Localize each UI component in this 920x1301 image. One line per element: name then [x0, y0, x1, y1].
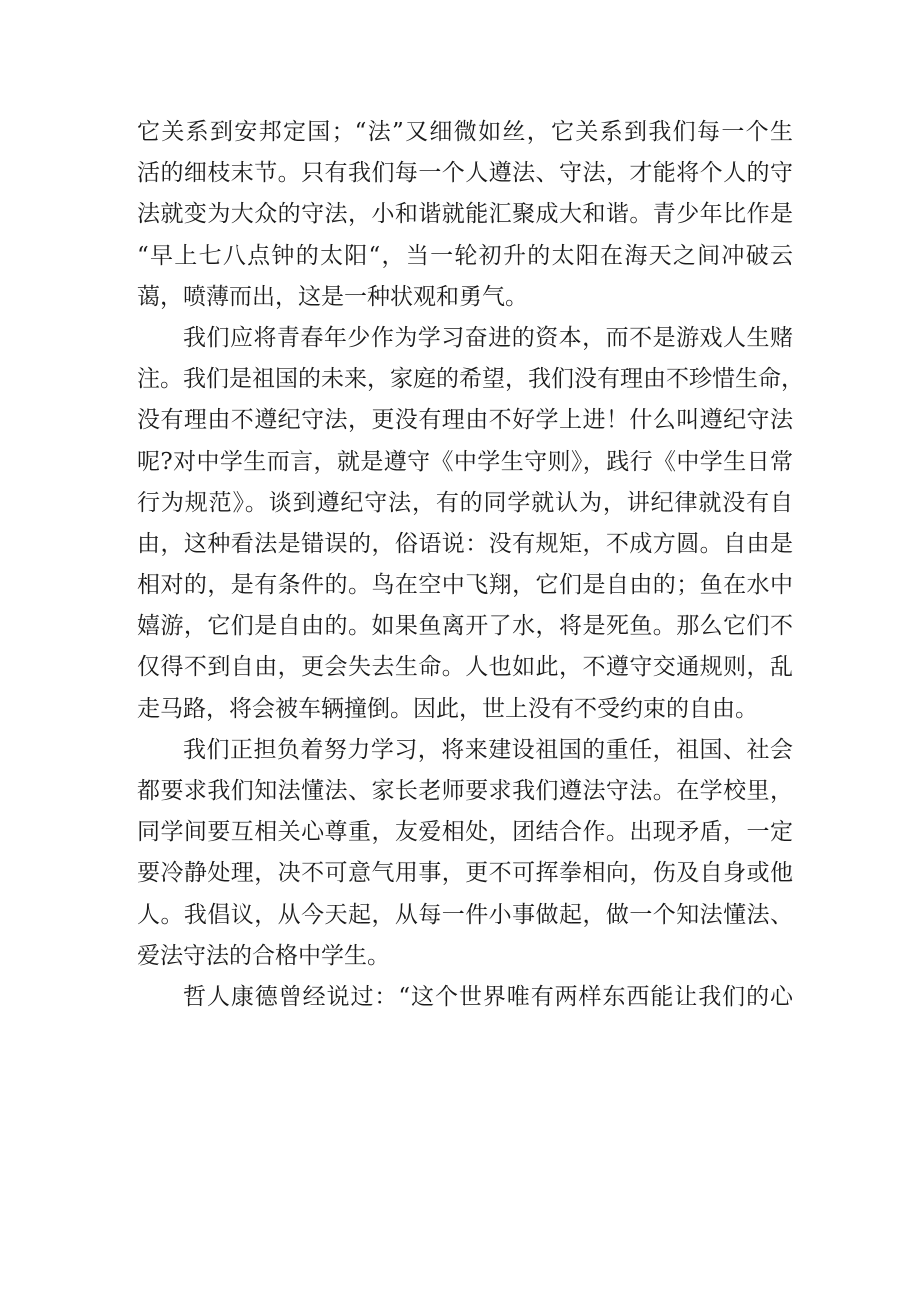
text-line: 由，这种看法是错误的，俗语说：没有规矩，不成方圆。自由是	[137, 530, 793, 557]
text-line: 相对的，是有条件的。鸟在空中飞翔，它们是自由的；鱼在水中	[137, 572, 793, 599]
text-line: 人。我倡议，从今天起，从每一件小事做起，做一个知法懂法、	[137, 901, 793, 928]
text-line: 活的细枝末节。只有我们每一个人遵法、守法，才能将个人的守	[137, 160, 793, 187]
paragraph-first-line: 哲人康德曾经说过：“这个世界唯有两样东西能让我们的心	[183, 983, 793, 1010]
body-text	[137, 112, 804, 1018]
text-line: 它关系到安邦定国；“法”又细微如丝，它关系到我们每一个生	[137, 119, 793, 145]
text-line: 呢?对中学生而言，就是遵守《中学生守则》，践行《中学生日常	[137, 448, 793, 475]
text-line: 行为规范》。谈到遵纪守法，有的同学就认为，讲纪律就没有自	[137, 489, 793, 516]
text-line: 注。我们是祖国的未来，家庭的希望，我们没有理由不珍惜生命，	[137, 366, 804, 393]
text-line: 嬉游，它们是自由的。如果鱼离开了水，将是死鱼。那么它们不	[137, 613, 793, 640]
text-line: 同学间要互相关心尊重，友爱相处，团结合作。出现矛盾，一定	[137, 819, 793, 846]
text-line: 走马路，将会被车辆撞倒。因此，世上没有不受约束的自由。	[137, 695, 758, 722]
text-line: 没有理由不遵纪守法，更没有理由不好学上进！什么叫遵纪守法	[137, 407, 793, 434]
text-line: 爱法守法的合格中学生。	[137, 942, 390, 969]
paragraph-first-line: 我们正担负着努力学习，将来建设祖国的重任，祖国、社会	[183, 736, 793, 763]
text-line: 蔼，喷薄而出，这是一种状观和勇气。	[137, 283, 528, 310]
text-line: 要冷静处理，决不可意气用事，更不可挥拳相向，伤及自身或他	[137, 860, 793, 887]
text-line: 法就变为大众的守法，小和谐就能汇聚成大和谐。青少年比作是	[137, 201, 793, 228]
paragraph-first-line: 我们应将青春年少作为学习奋进的资本，而不是游戏人生赌	[183, 324, 793, 351]
text-line: 都要求我们知法懂法、家长老师要求我们遵法守法。在学校里，	[137, 778, 793, 804]
text-line: “早上七八点钟的太阳“，当一轮初升的太阳在海天之间冲破云	[137, 242, 793, 269]
text-line: 仅得不到自由，更会失去生命。人也如此，不遵守交通规则，乱	[137, 654, 793, 681]
